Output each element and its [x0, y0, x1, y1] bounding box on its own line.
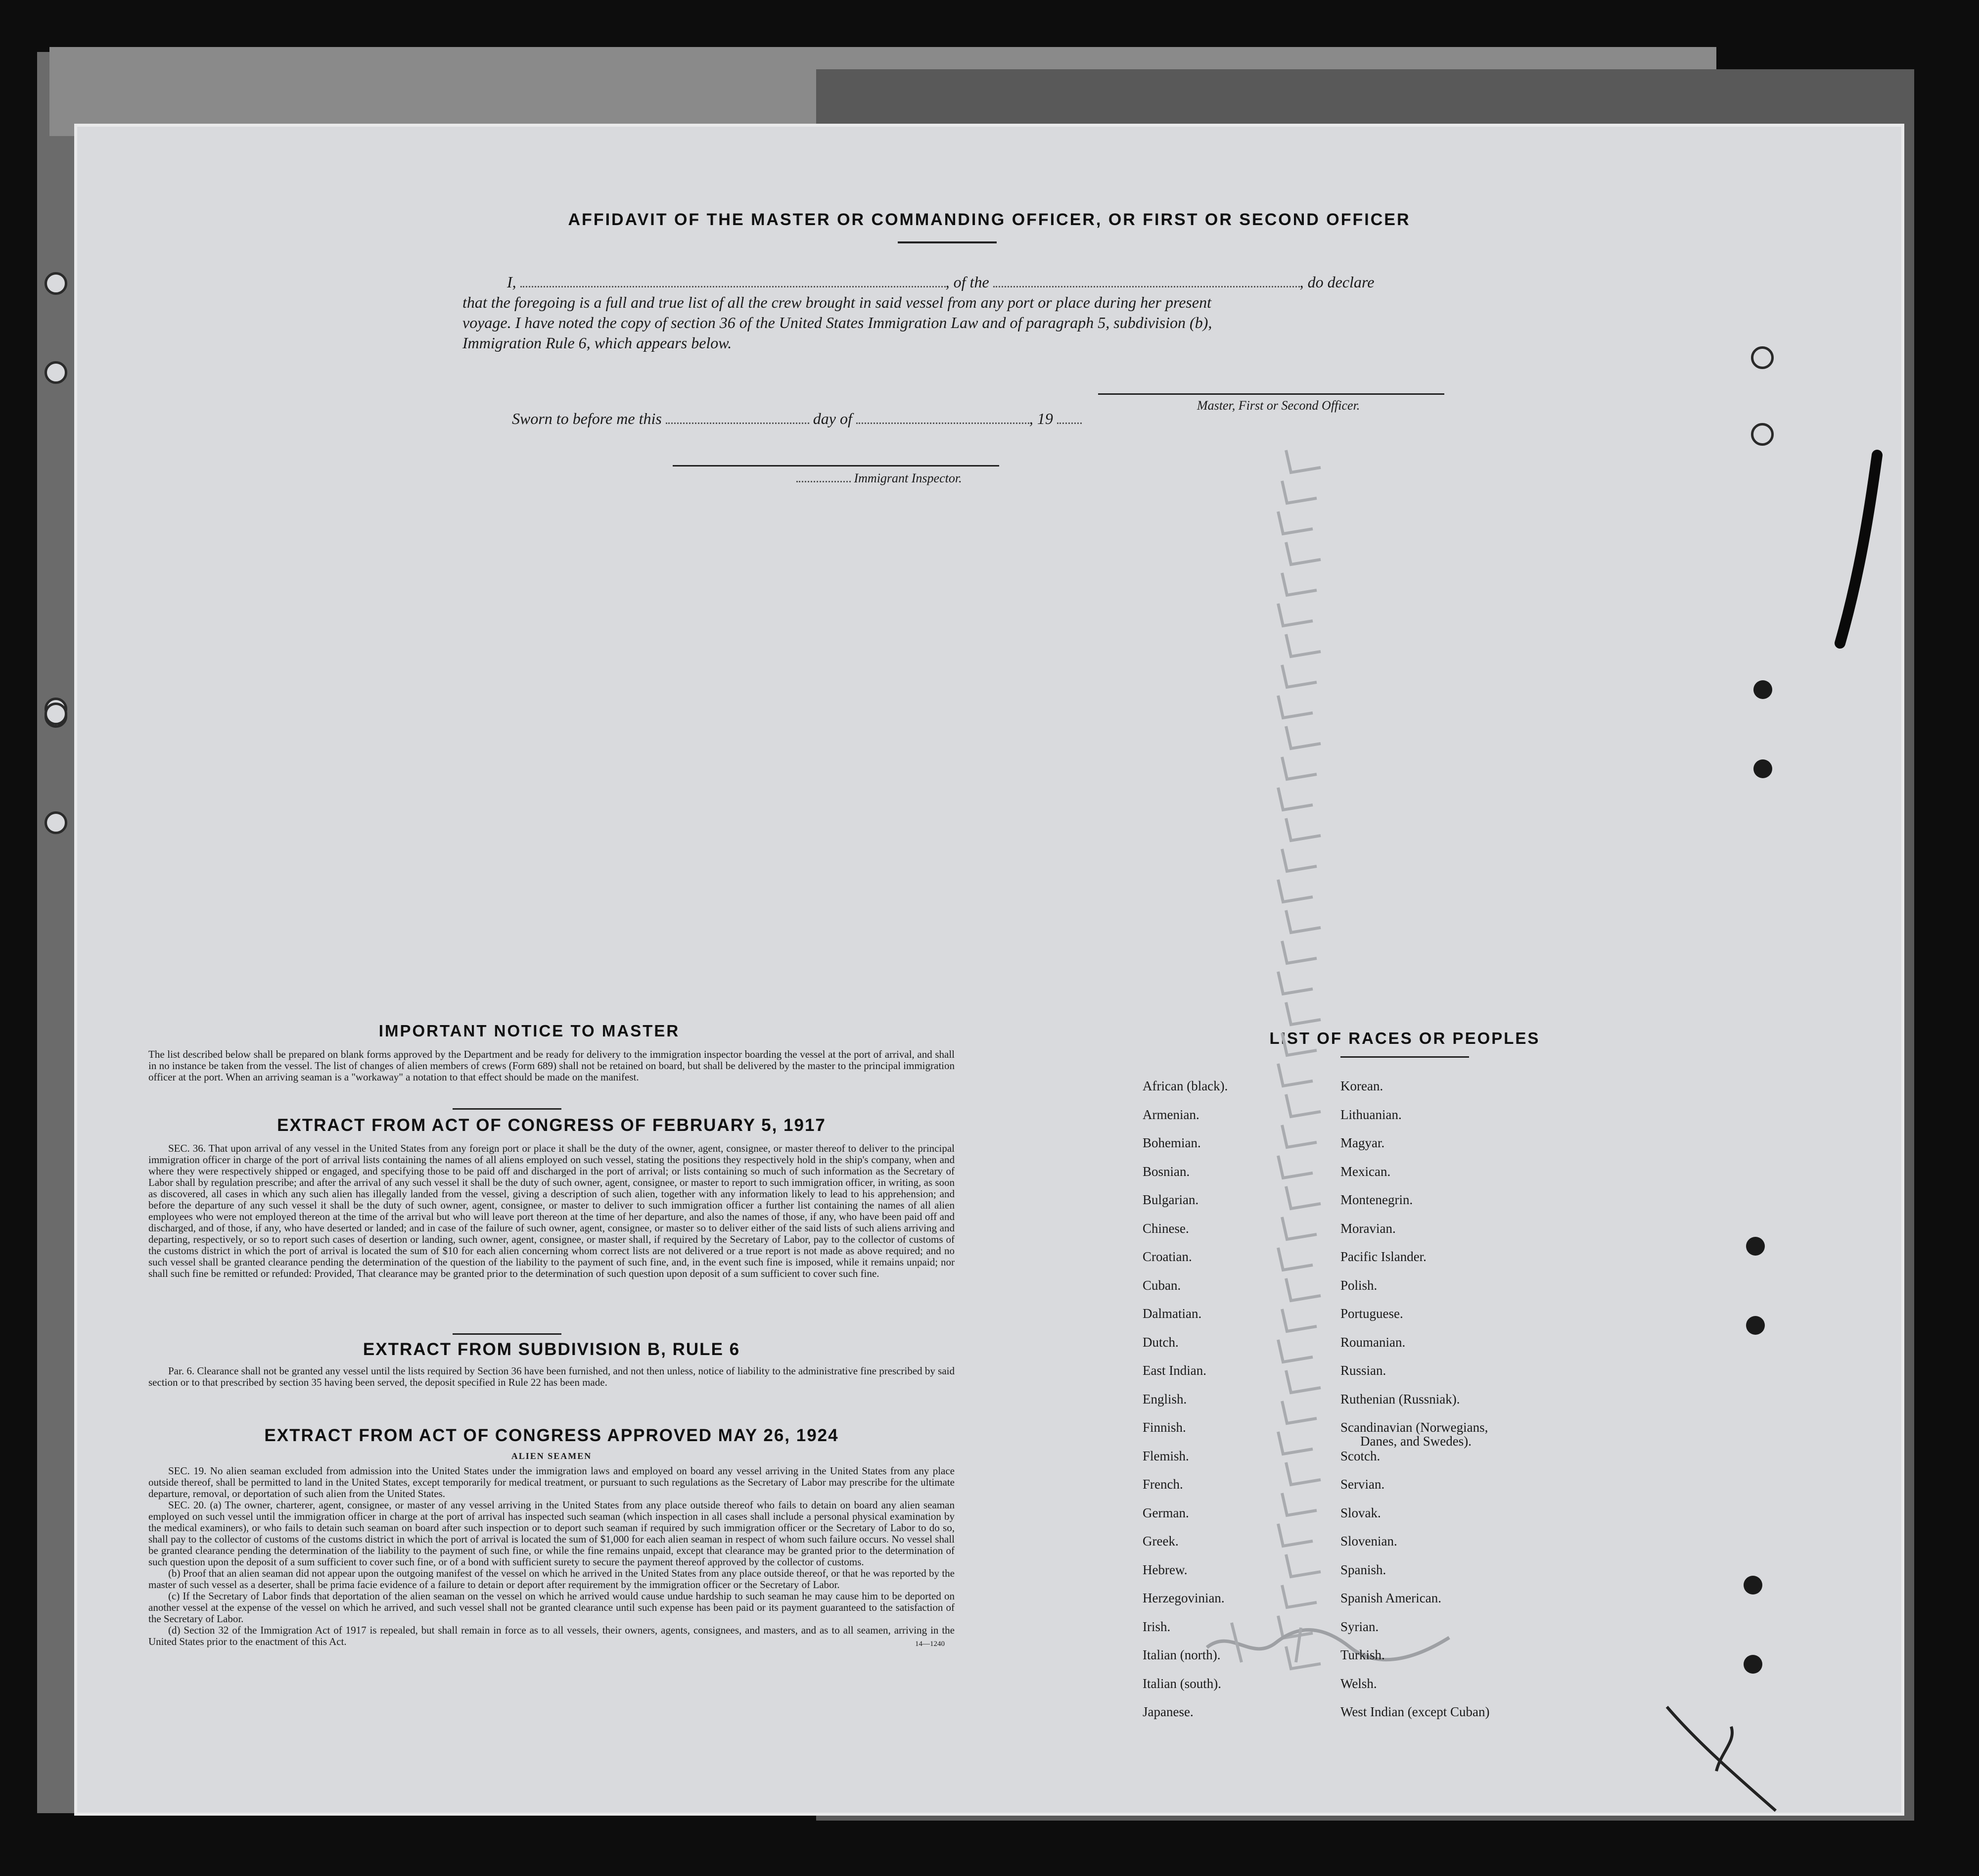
tick-mark: [1278, 880, 1313, 902]
race-item: Irish.: [1143, 1619, 1171, 1634]
tick-mark: [1282, 1309, 1317, 1331]
month-blank: [856, 418, 1029, 424]
tick-mark: [1278, 1248, 1313, 1270]
corner-checkmark: [1657, 1697, 1786, 1816]
tick-mark: [1286, 1462, 1321, 1485]
tick-mark: [1286, 450, 1321, 472]
binder-hole: [1744, 1576, 1762, 1595]
tick-mark: [1282, 481, 1317, 503]
race-item: Italian (north).: [1143, 1647, 1221, 1662]
tick-mark: [1282, 849, 1317, 871]
race-item: Syrian.: [1340, 1619, 1379, 1634]
title-underline: [898, 241, 997, 243]
race-item: French.: [1143, 1477, 1183, 1492]
race-item: Danes, and Swedes).: [1360, 1433, 1472, 1449]
binder-hole: [1744, 1655, 1762, 1674]
races-title: LIST OF RACES OR PEOPLES: [1269, 1029, 1540, 1047]
race-item: Bosnian.: [1143, 1164, 1190, 1179]
day-blank: [666, 418, 809, 424]
race-item: Mexican.: [1340, 1164, 1391, 1179]
race-item: Italian (south).: [1143, 1676, 1221, 1691]
notice-title: IMPORTANT NOTICE TO MASTER: [378, 1022, 680, 1040]
extract-1917-title: EXTRACT FROM ACT OF CONGRESS OF FEBRUARY 5, 1917: [277, 1116, 826, 1135]
race-item: Slovenian.: [1340, 1534, 1397, 1548]
race-item: Herzegovinian.: [1143, 1591, 1225, 1605]
binder-hole: [45, 703, 67, 725]
binder-hole: [1751, 346, 1774, 369]
binder-hole: [1751, 423, 1774, 446]
tick-mark: [1286, 1094, 1321, 1117]
binder-hole: [45, 811, 67, 834]
race-item: Lithuanian.: [1340, 1107, 1402, 1122]
race-item: Chinese.: [1143, 1220, 1189, 1236]
handwritten-tick-marks: [1212, 445, 1340, 1732]
race-item: English.: [1143, 1391, 1187, 1407]
tick-mark: [1278, 1340, 1313, 1362]
race-item: Dalmatian.: [1143, 1306, 1202, 1321]
race-item: Korean.: [1340, 1079, 1383, 1093]
race-item: Roumanian.: [1340, 1334, 1406, 1350]
tick-mark: [1286, 1002, 1321, 1025]
tick-mark: [1286, 1370, 1321, 1393]
race-item: Hebrew.: [1143, 1562, 1188, 1577]
race-item: Bulgarian.: [1143, 1192, 1199, 1207]
handwritten-annotation: [1202, 1608, 1459, 1677]
affidavit-line: voyage. I have noted the copy of section 36 of the United States Immigration Law and of paragraph 5, subdivision (b),: [462, 314, 1212, 331]
race-item: Pacific Islander.: [1340, 1249, 1427, 1264]
affidavit-of-the: , of the: [945, 273, 989, 291]
day-of: day of: [813, 410, 852, 427]
tick-mark: [1278, 512, 1313, 534]
races-underline: [1340, 1056, 1469, 1058]
race-item: Bohemian.: [1143, 1135, 1201, 1150]
tick-mark: [1282, 665, 1317, 687]
affidavit-declaration-line: [462, 272, 1496, 292]
tick-mark: [1286, 634, 1321, 657]
sworn-line: [512, 410, 1082, 428]
section-20c: (c) If the Secretary of Labor finds that deportation of the alien seaman on the vessel on which he arrived would cause undue hardship to such seaman he may cause him to be deported on another vessel at the expense of the vessel on which he arrived, and such vessel shall not be granted clearance until such expense has been paid or its payment guaranteed to the satisfaction of the Secretary of Labor.: [148, 1590, 955, 1625]
tick-mark: [1286, 726, 1321, 749]
tick-mark: [1282, 1401, 1317, 1423]
tick-mark: [1282, 573, 1317, 595]
race-item: Armenian.: [1143, 1107, 1199, 1122]
race-item: West Indian (except Cuban): [1340, 1704, 1490, 1719]
affidavit-text: [462, 272, 1496, 353]
extract-rule6-title: EXTRACT FROM SUBDIVISION B, RULE 6: [363, 1340, 740, 1359]
sworn-before: Sworn to before me this: [512, 410, 662, 427]
race-item: Polish.: [1340, 1277, 1378, 1293]
tick-mark: [1286, 910, 1321, 933]
binder-hole: [1746, 1316, 1765, 1335]
section-20b: (b) Proof that an alien seaman did not appear upon the outgoing manifest of the vessel on which he arrived in the United States from any place outside thereof, or that he was reported by the master of such vessel as a deserter, shall be prima facie evidence of a failure to detain or deport after requirement by the immigration officer or the Secretary of Labor.: [148, 1567, 955, 1591]
affidavit-line: that the foregoing is a full and true list of all the crew brought in said vessel from any port or place during her present: [462, 293, 1211, 311]
race-item: Spanish American.: [1340, 1591, 1441, 1605]
race-item: Russian.: [1340, 1363, 1386, 1378]
tick-mark: [1282, 1493, 1317, 1515]
inspector-label: Immigrant Inspector.: [796, 471, 962, 486]
race-item: Flemish.: [1143, 1448, 1189, 1463]
signature-label: Master, First or Second Officer.: [1197, 398, 1360, 413]
form-number: 14—1240: [915, 1640, 945, 1648]
section-divider: [453, 1108, 561, 1110]
tick-mark: [1278, 1524, 1313, 1546]
race-item: Cuban.: [1143, 1277, 1181, 1293]
race-item: East Indian.: [1143, 1363, 1206, 1378]
race-item: Welsh.: [1340, 1676, 1377, 1691]
tick-mark: [1282, 757, 1317, 779]
race-item: Servian.: [1340, 1477, 1385, 1492]
tick-mark: [1286, 1278, 1321, 1301]
tick-mark: [1282, 941, 1317, 963]
race-item: Dutch.: [1143, 1334, 1179, 1350]
section-20d: (d) Section 32 of the Immigration Act of 1917 is repealed, but shall remain in force as to all vessels, their owners, agents, consignees, and masters, and as to all seamen, arriving in the United States prior to the enactment of this Act.: [148, 1624, 955, 1647]
tick-mark: [1282, 1125, 1317, 1147]
race-item: Scotch.: [1340, 1448, 1381, 1463]
tick-mark: [1278, 972, 1313, 994]
affidavit-i: I,: [507, 273, 516, 291]
tick-mark: [1282, 1585, 1317, 1607]
tick-mark: [1278, 604, 1313, 626]
inspector-signature-line: [673, 465, 999, 467]
year-blank: [1057, 418, 1082, 424]
tick-mark: [1286, 542, 1321, 564]
binder-hole: [45, 361, 67, 384]
race-item: Turkish.: [1340, 1647, 1385, 1662]
section-divider: [453, 1333, 561, 1335]
race-item: Greek.: [1143, 1534, 1179, 1548]
notice-text: The list described below shall be prepared on blank forms approved by the Department and be ready for delivery to the immigration inspector boarding the vessel at the port of arrival, and shall in no instance be taken from the vessel. The list of changes of alien members of crews (Form 689) shall not be retained on board, but shall be delivered by the master to the principal immigration officer at the port. When an arriving seaman is a "workaway" a notation to that effect should be made on the manifest.: [148, 1048, 955, 1083]
tick-mark: [1278, 696, 1313, 718]
affidavit-title: AFFIDAVIT OF THE MASTER OR COMMANDING OFFICER, OR FIRST OR SECOND OFFICER: [568, 210, 1411, 229]
race-item: Spanish.: [1340, 1562, 1386, 1577]
binder-hole: [1753, 680, 1772, 699]
year-prefix: , 19: [1029, 410, 1053, 427]
race-item: Ruthenian (Russniak).: [1340, 1391, 1460, 1407]
tick-mark: [1286, 1186, 1321, 1209]
extract-1924-title: EXTRACT FROM ACT OF CONGRESS APPROVED MAY 26, 1924: [264, 1426, 839, 1445]
extract-rule6-text: Par. 6. Clearance shall not be granted any vessel until the lists required by Section 36 have been furnished, and not then unless, notice of liability to the administrative fine prescribed by said section or to that prescribed by section 35 having been served, the deposit specified in Rule 22 has been made.: [148, 1365, 955, 1388]
race-item: Slovak.: [1340, 1505, 1381, 1520]
extract-1917-text: SEC. 36. That upon arrival of any vessel in the United States from any foreign port or place it shall be the duty of the owner, agent, consignee, or master thereof to deliver to the principal immigration officer in charge of the port of arrival lists containing the names of all aliens employed on such vessel, stating the positions they respectively hold in the ship's company, when and where they were respectively shipped or engaged, and specifying those to be paid off and discharged in the port of arrival; or lists containing so much of such information as the Secretary of Labor shall by regulation prescribe; and after the arrival of any such vessel it shall be the duty of such owner, agent, consignee, or master to report to such immigration officer, in writing, as soon as discovered, all cases in which any such alien has illegally landed from the vessel, giving a description of such alien, together with any information likely to lead to his apprehension; and before the departure of any such vessel it shall be the duty of such owner, agent, consignee, or master to deliver to such immigration officer a further list containing the names of all alien employees who were not employed thereon at the time of the arrival but who will leave port thereon at the time of her departure, and also the names of those, if any, who have been paid off and discharged, and of those, if any, who have deserted or landed; and in case of the failure of such owner, agent, consignee, or master so to deliver either of the said lists of such aliens arriving and departing, respectively, or so to report such cases of desertion or landing, such owner, agent, consignee, or master shall, if required by the Secretary of Labor, pay to the collector of customs of the customs district in which the port of arrival is located the sum of $10 for each alien concerning whom correct lists are not delivered or a true report is not made as above required; and no such vessel shall be granted clearance pending the determination of the question of the liability to the payment of such fine, and, in the event such fine is imposed, while it remains unpaid; nor shall such fine be remitted or refunded: Provided, That clearance may be granted prior to the determination of such question upon deposit of a sum sufficient to cover such fine.: [148, 1142, 955, 1279]
race-item: Scandinavian (Norwegians,: [1340, 1420, 1488, 1435]
race-item: Portuguese.: [1340, 1306, 1403, 1321]
name-blank: [520, 281, 946, 287]
binder-hole: [1753, 759, 1772, 778]
extract-1924-body: [148, 1465, 955, 1647]
vessel-blank: [993, 281, 1300, 287]
race-item: Montenegrin.: [1340, 1192, 1413, 1207]
tick-mark: [1282, 1217, 1317, 1239]
tick-mark: [1278, 1156, 1313, 1178]
tick-mark: [1282, 1033, 1317, 1055]
tick-mark: [1278, 1064, 1313, 1086]
form-page: [74, 124, 1904, 1816]
race-item: Croatian.: [1143, 1249, 1192, 1264]
race-item: German.: [1143, 1505, 1189, 1520]
section-20a: SEC. 20. (a) The owner, charterer, agent, consignee, or master of any vessel arriving in the United States from any place outside thereof who fails to detain on board any alien seaman employed on such vessel until the immigration officer in charge at the port of arrival has inspected such seaman (which inspection in all cases shall include a personal physical examination by the medical examiners), or who fails to detain such seaman on board after such inspection or to deport such seaman if required by such immigration officer or the Secretary of Labor to do so, shall pay to the collector of customs of the customs district in which the port of arrival is located the sum of $1,000 for each alien seaman in respect of whom such failure occurs. No vessel shall be granted clearance pending the determination of the liability to the payment of such fine, or while the fine remains unpaid, except that clearance may be granted prior to the determination of such question upon the deposit of a sum sufficient to cover such fine, or of a bond with sufficient surety to secure the payment thereof approved by the collector of customs.: [148, 1499, 955, 1568]
binder-hole: [45, 272, 67, 295]
binder-hole: [1746, 1237, 1765, 1256]
affidavit-line: Immigration Rule 6, which appears below.: [462, 334, 732, 352]
race-item: Japanese.: [1143, 1704, 1194, 1719]
tick-mark: [1286, 818, 1321, 841]
tick-mark: [1278, 1432, 1313, 1454]
tick-mark: [1278, 788, 1313, 810]
affidavit-declare: , do declare: [1299, 273, 1375, 291]
race-item: Magyar.: [1340, 1135, 1385, 1150]
race-item: African (black).: [1143, 1079, 1228, 1093]
race-item: Moravian.: [1340, 1220, 1396, 1236]
extract-1924-subtitle: ALIEN SEAMEN: [511, 1451, 592, 1461]
race-item: Finnish.: [1143, 1420, 1186, 1435]
tick-mark: [1286, 1554, 1321, 1577]
section-19: SEC. 19. No alien seaman excluded from admission into the United States under the immigration laws and employed on board any vessel arriving in the United States from any place outside thereof, shall be permitted to land in the United States, except temporarily for medical treatment, or pursuant to such regulations as the Secretary of Labor may prescribe for the ultimate departure, removal, or deportation of such alien from the United States.: [148, 1465, 955, 1500]
pen-stroke: [1830, 445, 1889, 653]
signature-line: [1098, 393, 1444, 395]
